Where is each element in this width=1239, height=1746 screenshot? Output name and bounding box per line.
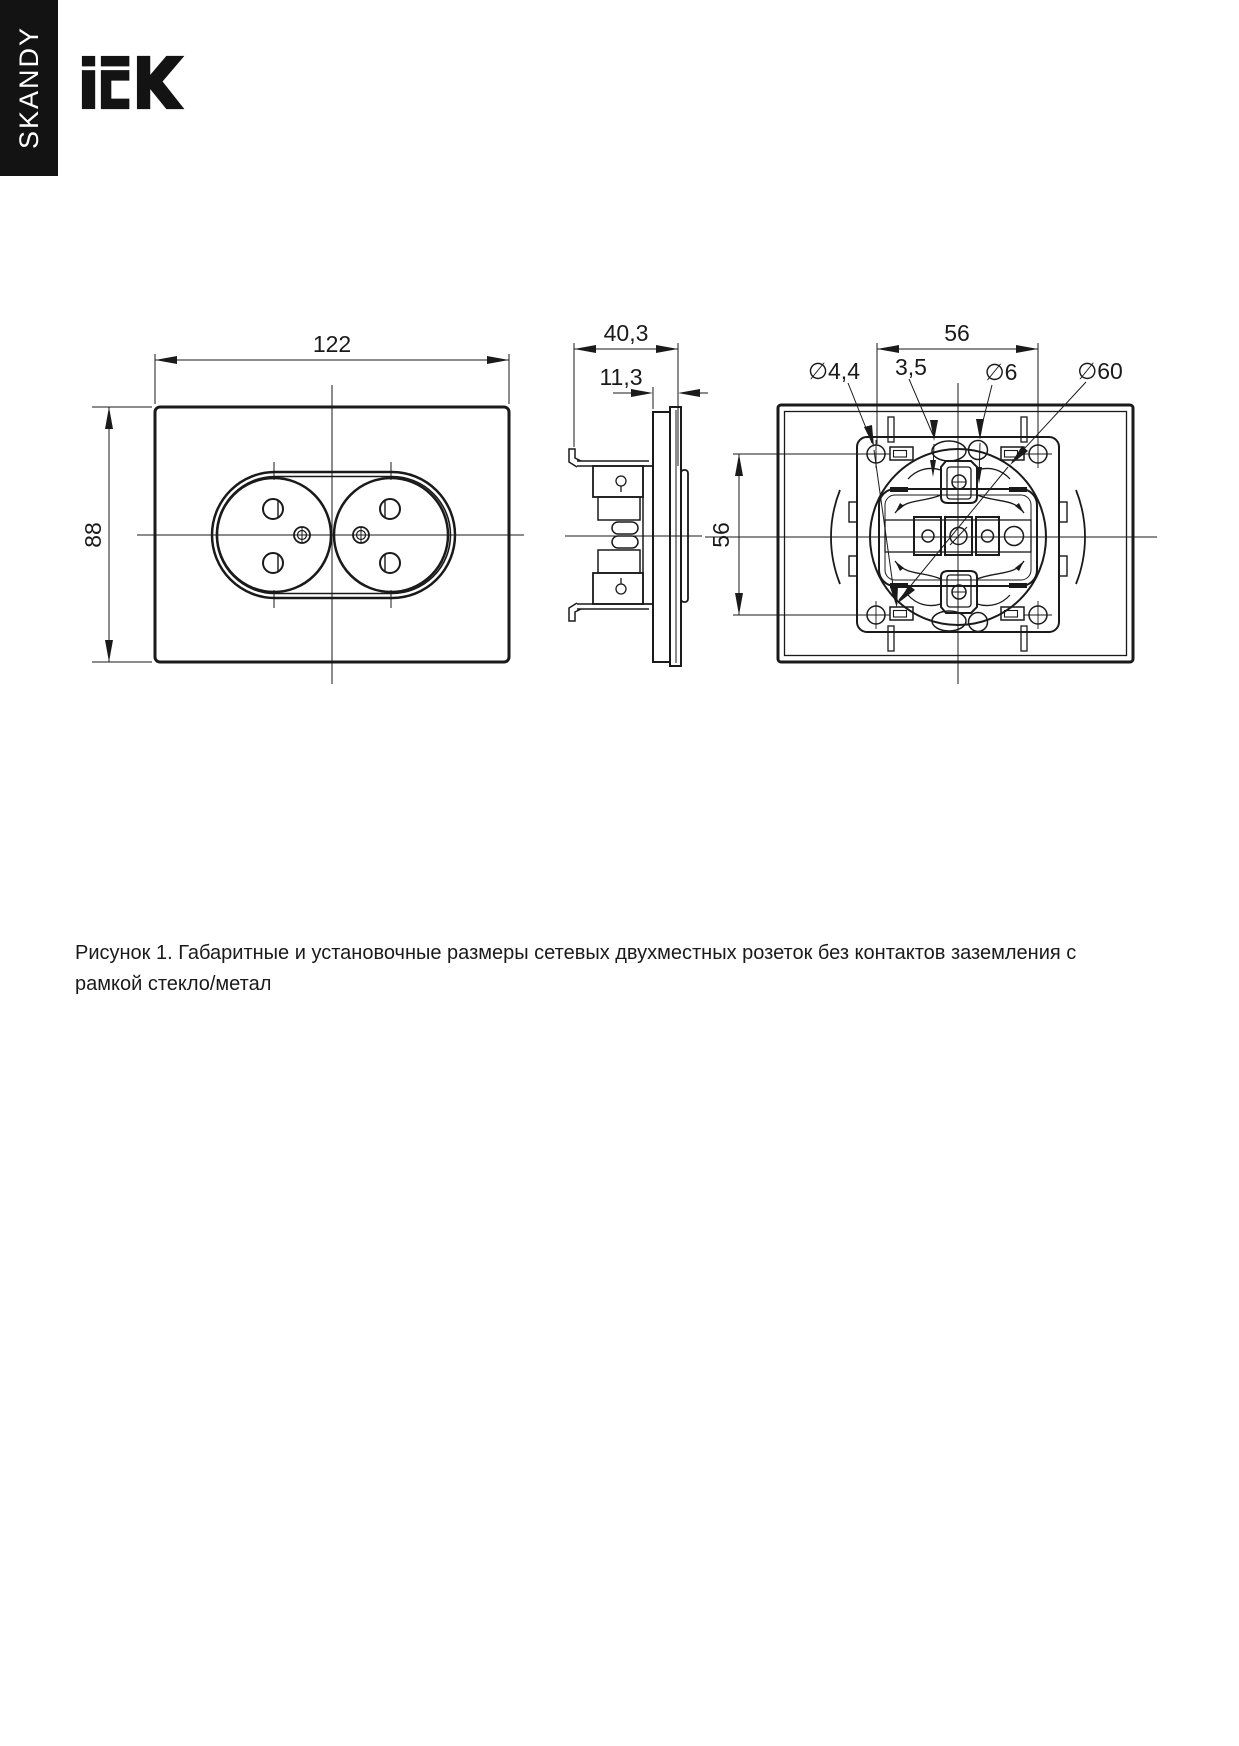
dim-front-width-value: 122 [312,331,352,357]
figure-caption [75,938,1115,1000]
dim-claw-screw-value: ∅6 [984,359,1018,385]
dim-front-height-value: 88 [80,522,106,548]
back-centerlines [705,383,1157,684]
dim-back-height-value: 56 [708,522,734,548]
dim-side-protrusion [599,364,708,409]
front-view [80,331,524,684]
series-label: SKANDY [13,26,44,150]
mounting-claw-bottom [569,603,653,621]
leader-screw-hole-diameter [808,358,898,608]
back-view [705,320,1157,684]
dim-side-protrusion-value: 11,3 [599,364,643,390]
figure-caption-line2: рамкой стекло/метал [75,973,272,995]
dim-back-height [708,454,867,615]
mechanism-profile [593,466,653,604]
figure-caption-line1: Рисунок 1. Габаритные и установочные размеры сетевых двухместных розеток без контактов заземления с [75,942,1077,964]
dimension-drawing [0,0,1239,780]
leader-box-diameter [897,358,1123,604]
leader-claw-screw-diameter [976,359,1017,484]
dim-box-diameter-value: ∅60 [1077,358,1123,384]
dim-back-width-value: 56 [944,320,970,346]
dim-claw-slot-value: 3,5 [895,354,927,380]
front-centerlines [137,385,524,684]
dim-screw-hole-value: ∅4,4 [807,358,861,384]
dim-side-depth-value: 40,3 [603,320,649,346]
mounting-claw-top [569,449,653,467]
side-view [565,320,708,666]
